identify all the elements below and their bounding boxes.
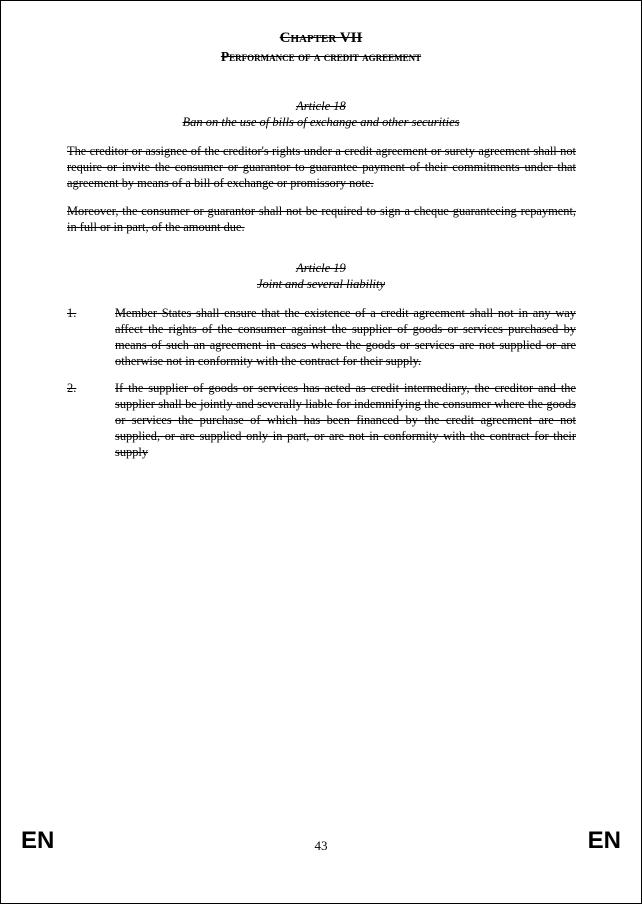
article-18-paragraph-1: The creditor or assignee of the creditor's rights under a credit agreement or surety agreement shall not require or invite the consumer or guarantor to guarantee payment of their commitments under that agreement by means of a bill of exchange or promissory note. (67, 144, 576, 190)
language-code-right: EN (587, 827, 621, 854)
chapter-title: Chapter VII (279, 30, 363, 46)
language-code-left: EN (21, 827, 55, 854)
chapter-subtitle: Performance of a credit agreement (220, 49, 422, 64)
article-18-heading: Ban on the use of bills of exchange and other securities (182, 115, 460, 129)
article-19-heading: Joint and several liability (256, 277, 386, 291)
item-text: Member States shall ensure that the existence of a credit agreement shall not in any way affect the rights of the consumer against the supplier of goods or services purchased by means of such an agreement in cases where the goods or services are not supplied or are otherwise not in conformity with the contract for their supply. (115, 306, 576, 368)
item-text: If the supplier of goods or services has acted as credit intermediary, the creditor and the supplier shall be jointly and severally liable for indemnifying the consumer where the goods or services the purchase of which has been financed by the credit agreement are not supplied, or are supplied only in part, or are not in conformity with the contract for their supply (115, 381, 576, 459)
article-19-number: Article 19 (296, 261, 346, 275)
article-18-number: Article 18 (296, 99, 346, 113)
item-number: 1. (67, 306, 77, 320)
item-number: 2. (67, 381, 77, 395)
article-18-paragraph-2: Moreover, the consumer or guarantor shall not be required to sign a cheque guaranteeing repayment, in full or in part, of the amount due. (67, 204, 576, 234)
page-number: 43 (314, 838, 328, 853)
